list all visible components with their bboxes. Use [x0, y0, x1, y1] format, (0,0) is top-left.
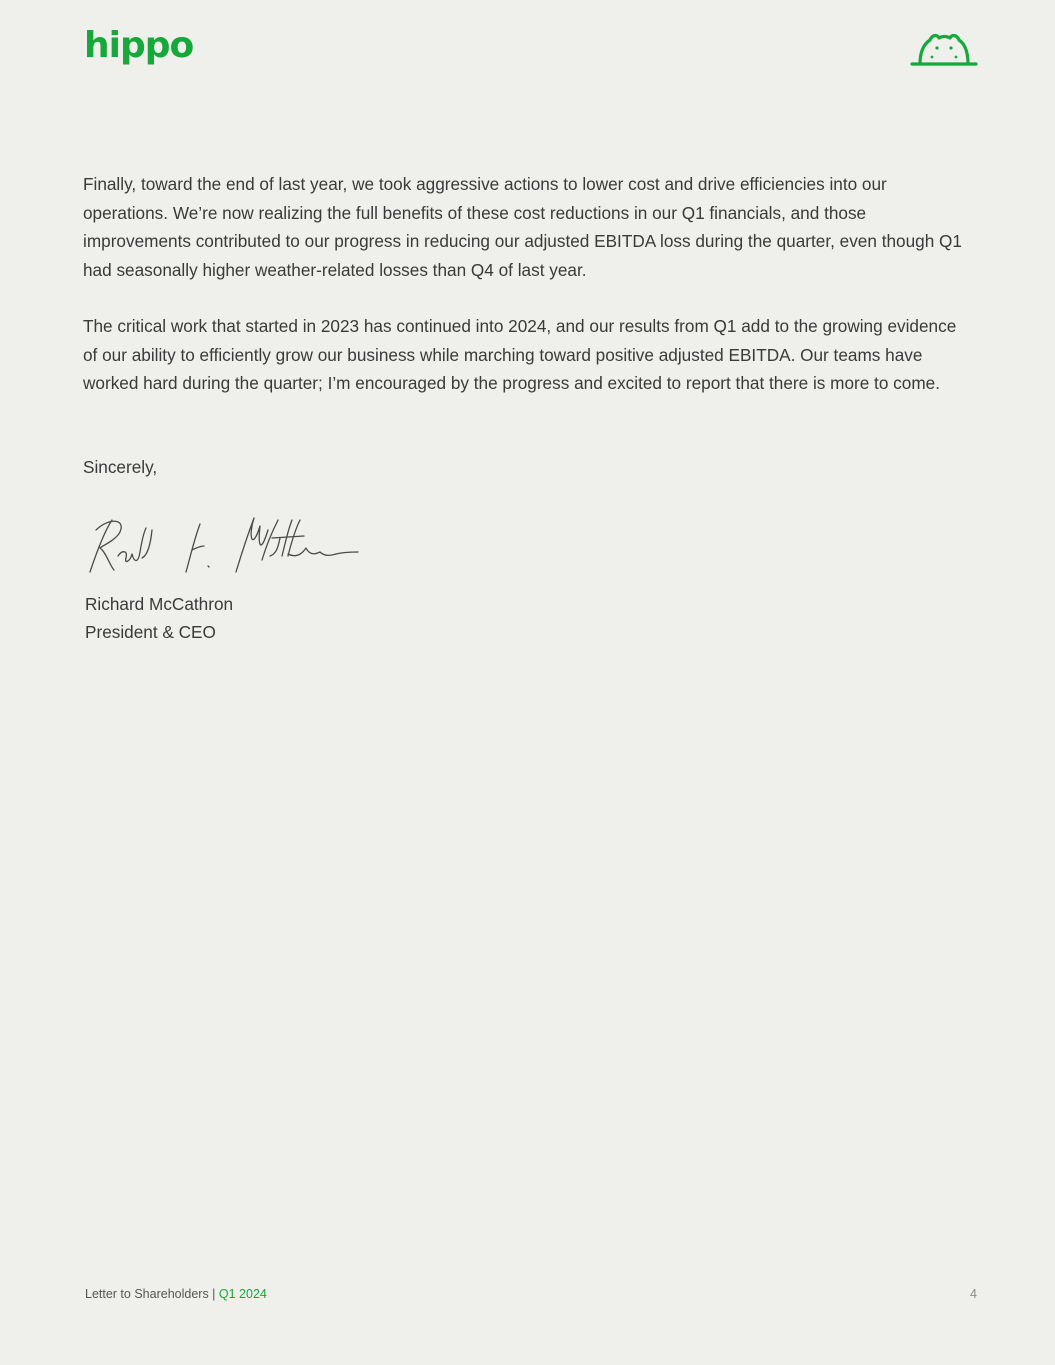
signer-block	[85, 590, 233, 646]
closing: Sincerely,	[83, 457, 158, 477]
signature	[82, 510, 362, 582]
signer-title: President & CEO	[85, 622, 216, 642]
page-number: 4	[970, 1287, 977, 1301]
footer	[85, 1287, 267, 1301]
footer-period: Q1 2024	[218, 1287, 267, 1301]
paragraph: Finally, toward the end of last year, we took aggressive actions to lower cost and drive efficiencies into our operations. We’re now realizing the full benefits of these cost reductions in our Q1 financials, and those improvements contributed to our progress in reducing our adjusted EBITDA loss during the quarter, even though Q1 had seasonally higher weather-related losses than Q4 of last year.	[83, 174, 962, 280]
signer-name: Richard McCathron	[85, 594, 234, 614]
letter-body	[83, 170, 973, 426]
footer-label: Letter to Shareholders |	[85, 1287, 216, 1301]
hippo-logo: hippo	[84, 25, 194, 66]
hippo-peek-icon	[910, 30, 978, 68]
paragraph: The critical work that started in 2023 has continued into 2024, and our results from Q1 add to the growing evidence of our ability to efficiently grow our business while marching toward positive adjusted EBITDA. Our teams have worked hard during the quarter; I’m encouraged by the progress and excited to report that there is more to come.	[83, 316, 957, 393]
